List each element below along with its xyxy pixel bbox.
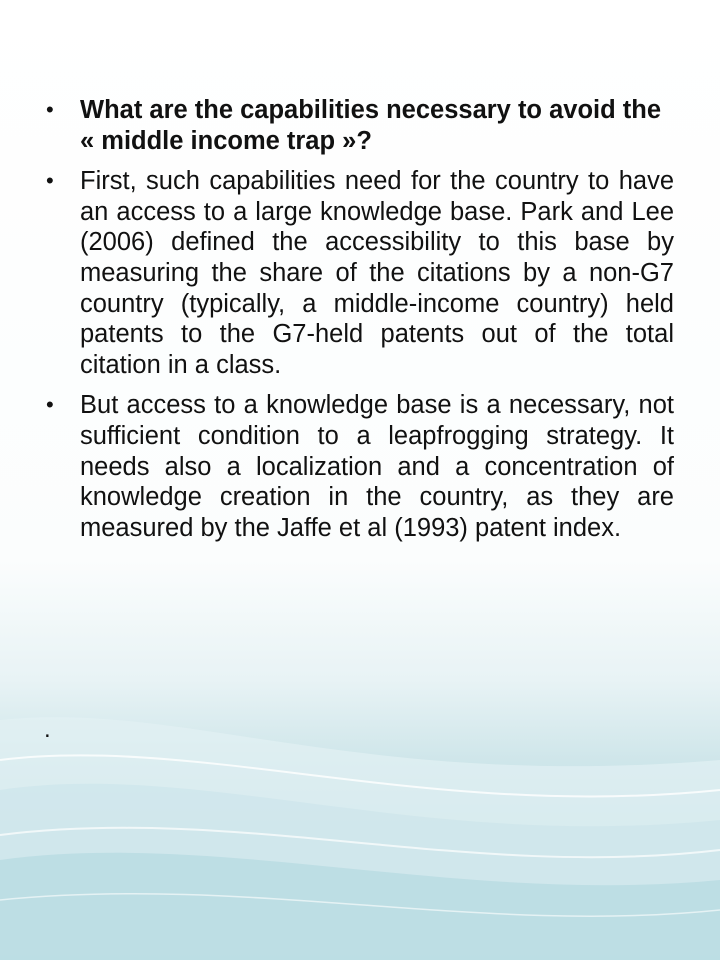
bullet-text: What are the capabilities necessary to avoid the « middle income trap »? [80,96,662,155]
bullet-question [46,95,674,156]
slide-content [46,95,674,553]
bullet-text: But access to a knowledge base is a necessary, not sufficient condition to a leapfrogging strategy. It needs also a localization and a concentration of knowledge creation in the country, as they are measured by the Jaffe et al (1993) patent index. [80,391,674,542]
bullet-dot-icon: • [46,97,54,122]
stray-mark: . [44,716,51,743]
bullet-localization [46,390,674,543]
bullet-dot-icon: • [46,168,54,194]
bullet-text: First, such capabilities need for the country to have an access to a large knowledge base. Park and Lee (2006) defined the accessibility to this base by measuring the share of the citations by a non-G7 country (typically, a middle-income country) held patents to the G7-held patents out of the total citation in a class. [80,167,674,379]
bullet-dot-icon: • [46,392,54,418]
bullet-knowledge-base [46,166,674,380]
